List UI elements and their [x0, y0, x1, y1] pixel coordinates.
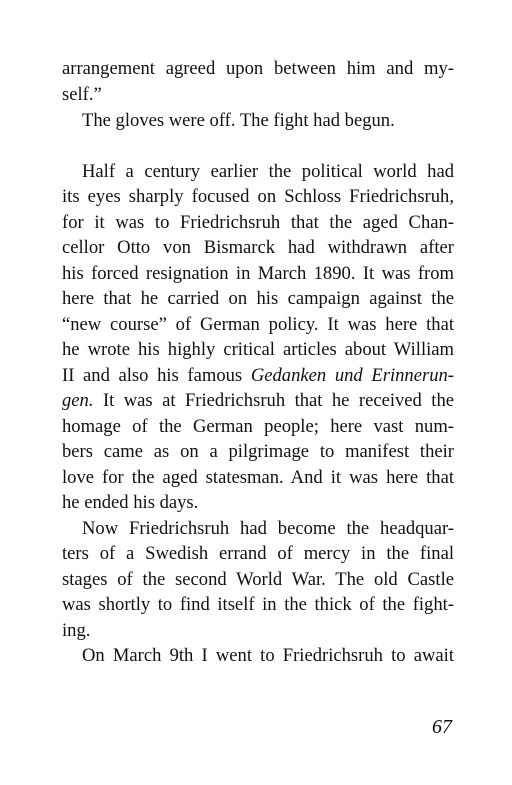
text-line: arrangement agreed upon between him and my-: [62, 58, 454, 79]
text-line: cellor Otto von Bismarck had withdrawn after: [62, 237, 454, 258]
text-line: he wrote his highly critical articles about William: [62, 339, 454, 360]
text-run: II and also his famous: [62, 365, 251, 386]
book-title: Gedanken und Erinnerun-: [250, 365, 454, 386]
text-line: self.”: [62, 84, 102, 105]
text-line: for it was to Friedrichsruh that the aged Chan-: [62, 212, 454, 233]
text-line: bers came as on a pilgrimage to manifest their: [62, 441, 454, 462]
text-line: homage of the German people; here vast num-: [62, 416, 454, 437]
text-line: was shortly to find itself in the thick of the fight-: [62, 594, 454, 615]
text-line: here that he carried on his campaign against the: [62, 288, 454, 309]
text-line: ters of a Swedish errand of mercy in the final: [62, 543, 454, 564]
text-line: Half a century earlier the political world had: [82, 161, 454, 182]
text-line: his forced resignation in March 1890. It was from: [62, 263, 454, 284]
text-line: [62, 367, 454, 386]
text-line: love for the aged statesman. And it was here that: [62, 467, 454, 488]
text-line: stages of the second World War. The old Castle: [62, 569, 454, 590]
text-line: The gloves were off. The fight had begun.: [82, 110, 395, 131]
text-line: Now Friedrichsruh had become the headquar-: [82, 518, 454, 539]
text-line: On March 9th I went to Friedrichsruh to await: [82, 645, 454, 666]
text-line: its eyes sharply focused on Schloss Friedrichsruh,: [62, 186, 454, 207]
book-title-continued: gen.: [62, 390, 94, 411]
text-line: [62, 392, 454, 411]
text-line: ing.: [62, 620, 91, 641]
text-line: he ended his days.: [62, 492, 199, 513]
text-run: It was at Friedrichsruh that he received the: [93, 390, 454, 411]
page-number: 67: [432, 716, 452, 738]
text-line: “new course” of German policy. It was here that: [62, 314, 454, 335]
